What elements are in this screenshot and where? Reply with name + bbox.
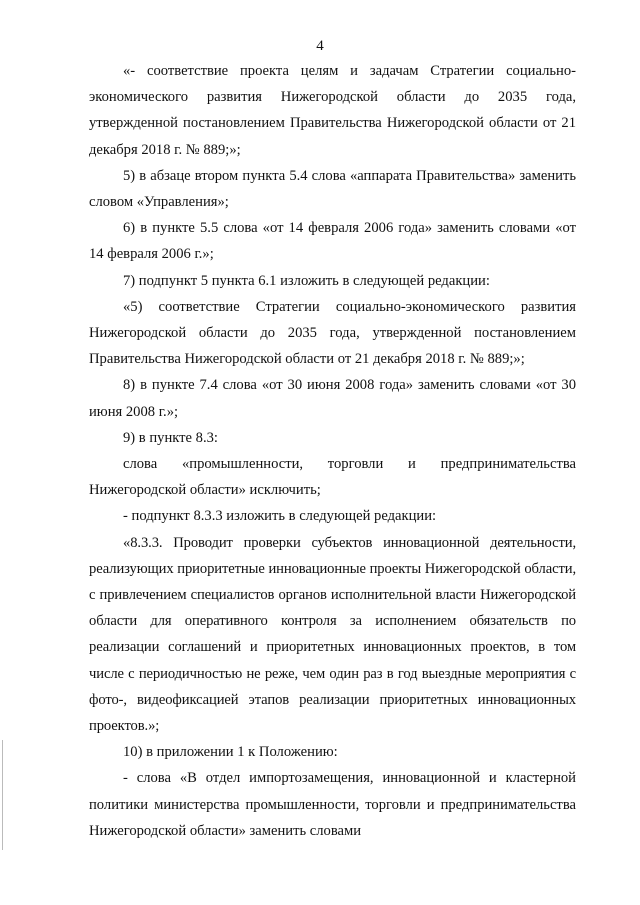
paragraph-item-9: 9) в пункте 8.3: — [123, 429, 218, 446]
paragraph-strategy-compliance: «- соответствие проекта целям и задачам Стратегии социально-экономического развития Нижегородской области до 2035 года, утвержденной постановлением Правительства Нижегородской области от 21 декабря 2018 г. № 889;»; — [89, 63, 576, 158]
paragraph-item-8: 8) в пункте 7.4 слова «от 30 июня 2008 года» заменить словами «от 30 июня 2008 г.»; — [89, 377, 576, 420]
paragraph-item-7: 7) подпункт 5 пункта 6.1 изложить в следующей редакции: — [123, 272, 490, 289]
paragraph-item-9-subitem: - подпункт 8.3.3 изложить в следующей редакции: — [123, 508, 437, 525]
paragraph-item-10: 10) в приложении 1 к Положению: — [123, 744, 338, 761]
page-number: 4 — [316, 38, 324, 54]
paragraph-item-5: 5) в абзаце втором пункта 5.4 слова «аппарата Правительства» заменить словом «Управления»; — [89, 167, 576, 211]
paragraph-8-3-3-text: «8.3.3. Проводит проверки субъектов инновационной деятельности, реализующих приоритетные инновационные проекты Нижегородской области, с привлечением специалистов органов исполнительной власти Нижегородской области для оперативного контроля за исполнением обязательств по реализации соглашений и приоритетных инновационных проектов, в том числе с периодичностью не реже, чем один раз в год выездные мероприятия с фото-, видеофиксацией этапов реализации приоритетных инновационных проектов.»; — [89, 534, 576, 735]
paragraph-item-9-words: слова «промышленности, торговли и предпринимательства Нижегородской области» исключить; — [89, 456, 576, 499]
paragraph-item-7-text: «5) соответствие Стратегии социально-экономического развития Нижегородской области до 2035 года, утвержденной постановлением Правительства Нижегородской области от 21 декабря 2018 г. № 889;»; — [89, 298, 576, 368]
scan-edge-mark — [2, 740, 3, 850]
paragraph-item-6: 6) в пункте 5.5 слова «от 14 февраля 2006 года» заменить словами «от 14 февраля 2006 г.»; — [89, 220, 576, 263]
paragraph-item-10-words: - слова «В отдел импортозамещения, инновационной и кластерной политики министерства промышленности, торговли и предпринимательства Нижегородской области» заменить словами — [89, 770, 576, 839]
document-body — [89, 58, 576, 844]
